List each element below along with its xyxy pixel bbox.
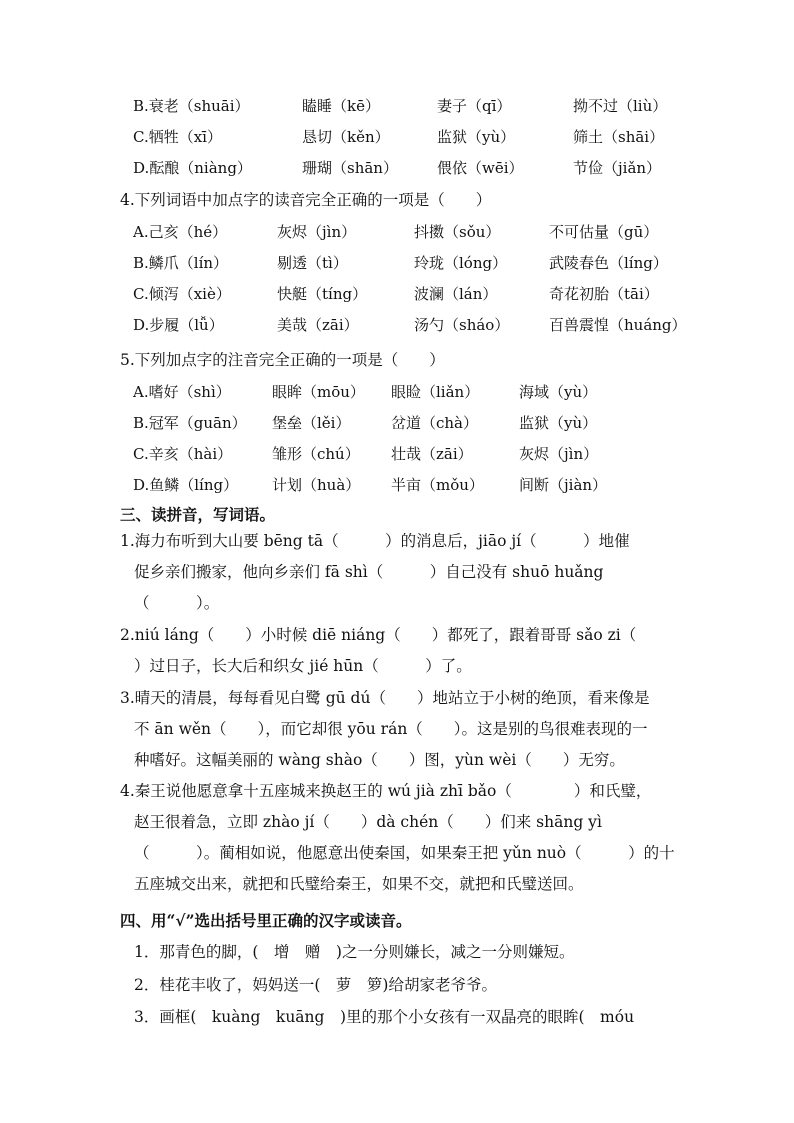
option-word: 灰烬（jìn） <box>277 223 357 241</box>
section-4-item: 3．画框( kuàng kuāng )里的那个小女孩有一双晶亮的眼眸( móu <box>134 1008 635 1026</box>
option-word: 计划（huà） <box>272 476 361 494</box>
option-word: C.辛亥（hài） <box>133 445 233 463</box>
paragraph-line: 种嗜好。这幅美丽的 wàng shào（ ）图，yùn wèi（ ）无穷。 <box>134 751 625 769</box>
section-4-item: 2．桂花丰收了，妈妈送一( 萝 箩)给胡家老爷爷。 <box>134 976 497 994</box>
paragraph-line: （ ）。 <box>134 594 220 612</box>
option-word: D.酝酿（niàng） <box>133 159 252 177</box>
paragraph-line: 3.晴天的清晨，每每看见白鹭 gū dú（ ）地站立于小树的绝顶，看来像是 <box>120 689 650 707</box>
option-word: B.冠军（guān） <box>133 414 247 432</box>
option-word: B.鳞爪（lín） <box>133 254 229 272</box>
option-word: C.倾泻（xiè） <box>133 285 231 303</box>
option-word: 眼眸（mōu） <box>272 383 365 401</box>
option-word: 汤勺（sháo） <box>414 316 510 334</box>
option-word: 武陵春色（líng） <box>549 254 668 272</box>
option-word: D.步履（lǚ） <box>133 316 224 334</box>
option-word: A.嗜好（shì） <box>133 383 231 401</box>
paragraph-line: 五座城交出来，就把和氏璧给秦王，如果不交，就把和氏璧送回。 <box>134 875 584 893</box>
option-word: 监狱（yù） <box>437 128 516 146</box>
paragraph-line: 不 ān wěn（ ），而它却很 yōu rán（ ）。这是别的鸟很难表现的一 <box>134 720 648 738</box>
paragraph-line: 2.niú láng（ ）小时候 diē niáng（ ）都死了，跟着哥哥 sǎo zi（ <box>120 626 637 644</box>
paragraph-line: 赵王很着急，立即 zhào jí（ ）dà chén（ ）们来 shāng yì <box>134 813 602 831</box>
paragraph-line: （ ）。蔺相如说，他愿意出使秦国，如果秦王把 yǔn nuò（ ）的十 <box>134 844 675 862</box>
q4-stem: 4.下列词语中加点字的读音完全正确的一项是（ ） <box>120 191 492 209</box>
paragraph-line: ）过日子，长大后和织女 jié hūn（ ）了。 <box>134 657 472 675</box>
option-word: 监狱（yù） <box>519 414 598 432</box>
option-word: 瞌睡（kē） <box>302 97 380 115</box>
option-word: 不可估量（gū） <box>549 223 659 241</box>
option-word: B.衰老（shuāi） <box>133 97 250 115</box>
option-word: 岔道（chà） <box>391 414 479 432</box>
option-word: 百兽震惶（huáng） <box>549 316 687 334</box>
option-word: 玲珑（lóng） <box>414 254 508 272</box>
paragraph-line: 1.海力布听到大山要 bēng tā（ ）的消息后，jiāo jí（ ）地催 <box>120 532 630 550</box>
option-word: 剔透（tì） <box>277 254 348 272</box>
option-word: 筛土（shāi） <box>573 128 665 146</box>
option-word: 珊瑚（shān） <box>302 159 398 177</box>
paragraph-line: 4.秦王说他愿意拿十五座城来换赵王的 wú jià zhī bǎo（ ）和氏璧， <box>120 782 652 800</box>
option-word: 奇花初胎（tāi） <box>549 285 659 303</box>
option-word: A.己亥（hé） <box>133 223 228 241</box>
section-3-title: 三、读拼音，写词语。 <box>120 505 276 524</box>
option-word: 拗不过（liù） <box>573 97 668 115</box>
q5-stem: 5.下列加点字的注音完全正确的一项是（ ） <box>120 351 445 369</box>
option-word: 妻子（qī） <box>437 97 512 115</box>
option-word: 灰烬（jìn） <box>519 445 599 463</box>
option-word: 堡垒（lěi） <box>272 414 351 432</box>
option-word: 偎依（wēi） <box>437 159 524 177</box>
option-word: 雏形（chú） <box>272 445 360 463</box>
option-word: 间断（jiàn） <box>519 476 608 494</box>
section-4-title: 四、用“√”选出括号里正确的汉字或读音。 <box>120 911 412 930</box>
option-word: 壮哉（zāi） <box>391 445 473 463</box>
option-word: 美哉（zāi） <box>277 316 359 334</box>
option-word: 抖擞（sǒu） <box>414 223 501 241</box>
section-4-item: 1．那青色的脚，( 增 赠 )之一分则嫌长，减之一分则嫌短。 <box>134 943 575 961</box>
option-word: 海域（yù） <box>519 383 598 401</box>
option-word: 半亩（mǒu） <box>391 476 484 494</box>
option-word: D.鱼鳞（líng） <box>133 476 239 494</box>
option-word: 节俭（jiǎn） <box>573 159 662 177</box>
option-word: 恳切（kěn） <box>302 128 390 146</box>
option-word: 波澜（lán） <box>414 285 498 303</box>
option-word: 眼睑（liǎn） <box>391 383 480 401</box>
option-word: C.牺牲（xī） <box>133 128 222 146</box>
paragraph-line: 促乡亲们搬家，他向乡亲们 fā shì（ ）自己没有 shuō huǎng <box>134 563 604 581</box>
option-word: 快艇（tíng） <box>277 285 368 303</box>
